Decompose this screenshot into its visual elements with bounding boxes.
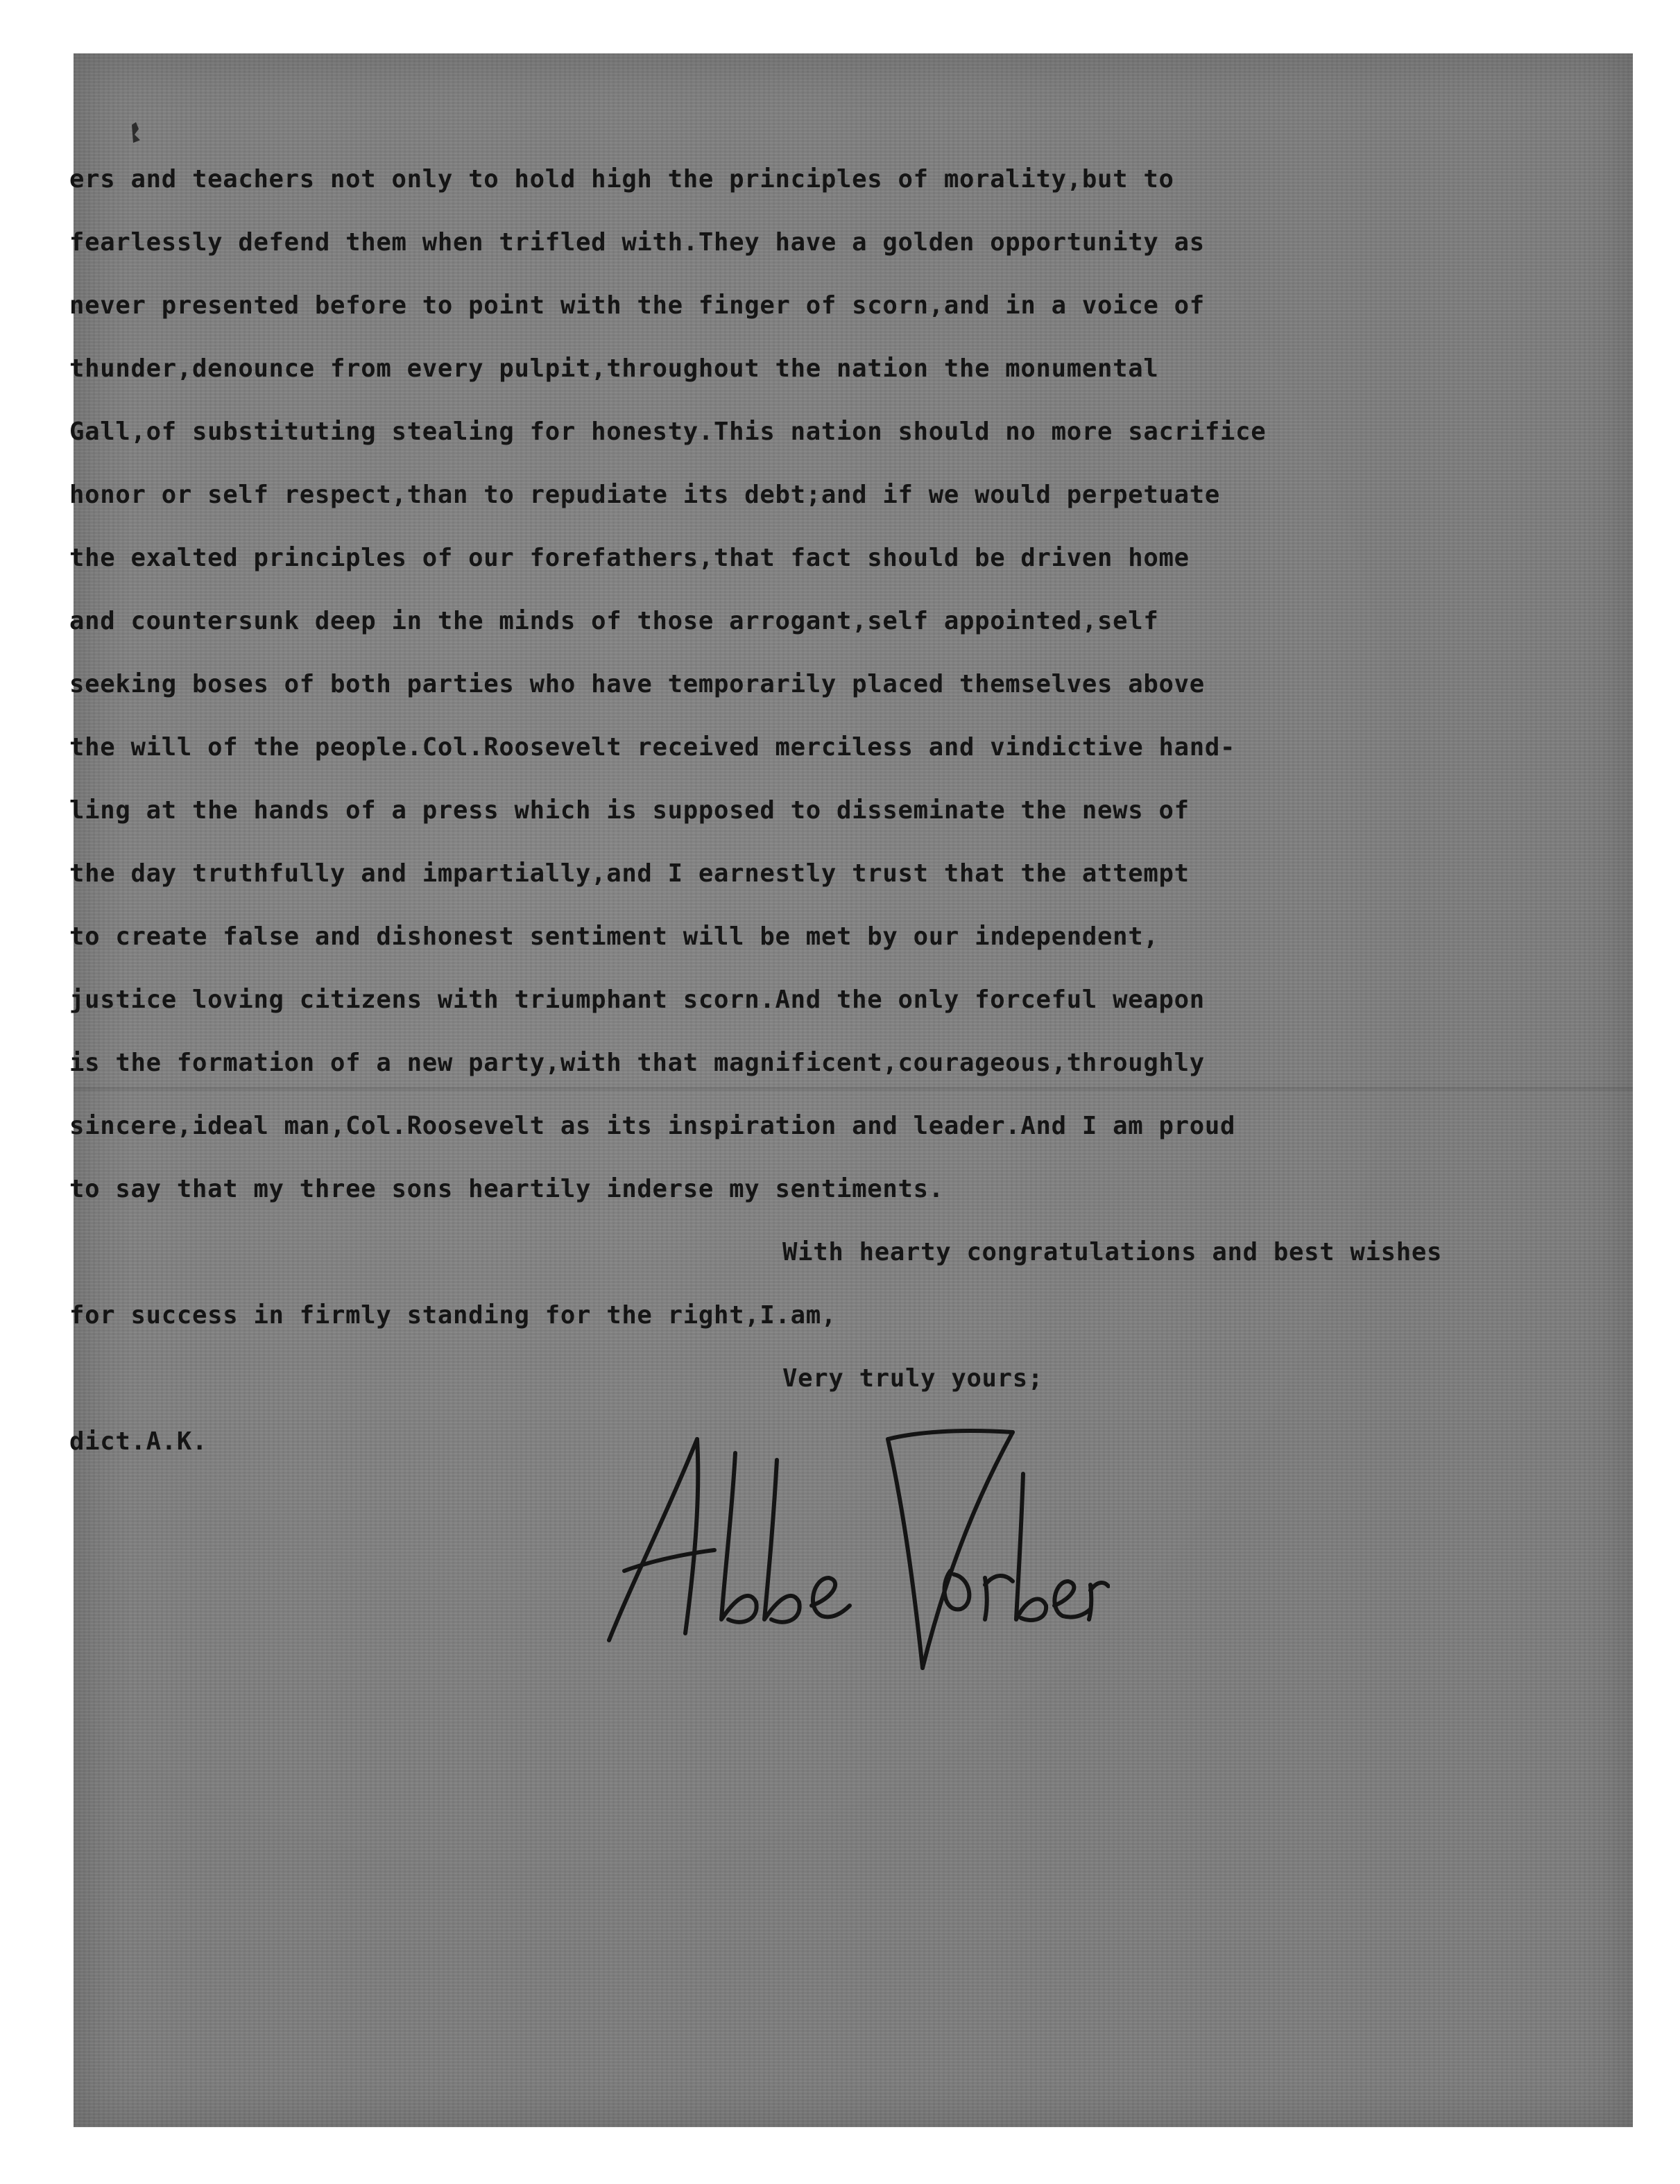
sign-off: Very truly yours; xyxy=(782,1364,1044,1393)
body-line-6: honor or self respect,than to repudiate its debt;and if we would perpetuate xyxy=(69,481,1220,509)
closing-line-1: With hearty congratulations and best wishes xyxy=(782,1238,1443,1266)
paper-blemish xyxy=(125,119,153,147)
body-line-1: ers and teachers not only to hold high the principles of morality,but to xyxy=(69,165,1174,194)
body-line-16: sincere,ideal man,Col.Roosevelt as its inspiration and leader.And I am proud xyxy=(69,1112,1236,1140)
body-line-2: fearlessly defend them when trifled with.They have a golden opportunity as xyxy=(69,228,1205,257)
body-line-7: the exalted principles of our forefathers,that fact should be driven home xyxy=(69,544,1190,572)
body-line-9: seeking boses of both parties who have temporarily placed themselves above xyxy=(69,670,1205,698)
body-line-17: to say that my three sons heartily inderse my sentiments. xyxy=(69,1175,944,1203)
body-line-13: to create false and dishonest sentiment will be met by our independent, xyxy=(69,922,1159,951)
body-line-11: ling at the hands of a press which is supposed to disseminate the news of xyxy=(69,796,1190,825)
closing-line-2: for success in firmly standing for the right,I.am, xyxy=(69,1301,837,1330)
body-line-8: and countersunk deep in the minds of those arrogant,self appointed,self xyxy=(69,607,1159,635)
body-line-15: is the formation of a new party,with that magnificent,courageous,throughly xyxy=(69,1049,1205,1077)
dictation-note: dict.A.K. xyxy=(69,1427,208,1456)
body-line-12: the day truthfully and impartially,and I earnestly trust that the attempt xyxy=(69,859,1190,888)
body-line-4: thunder,denounce from every pulpit,throughout the nation the monumental xyxy=(69,354,1159,383)
body-line-3: never presented before to point with the finger of scorn,and in a voice of xyxy=(69,291,1205,320)
paper-fold xyxy=(74,1087,1633,1091)
body-line-14: justice loving citizens with triumphant scorn.And the only forceful weapon xyxy=(69,986,1205,1014)
body-line-10: the will of the people.Col.Roosevelt received merciless and vindictive hand- xyxy=(69,733,1236,762)
body-line-5: Gall,of substituting stealing for honesty.This nation should no more sacrifice xyxy=(69,418,1267,446)
handwritten-signature xyxy=(527,1411,1110,1675)
